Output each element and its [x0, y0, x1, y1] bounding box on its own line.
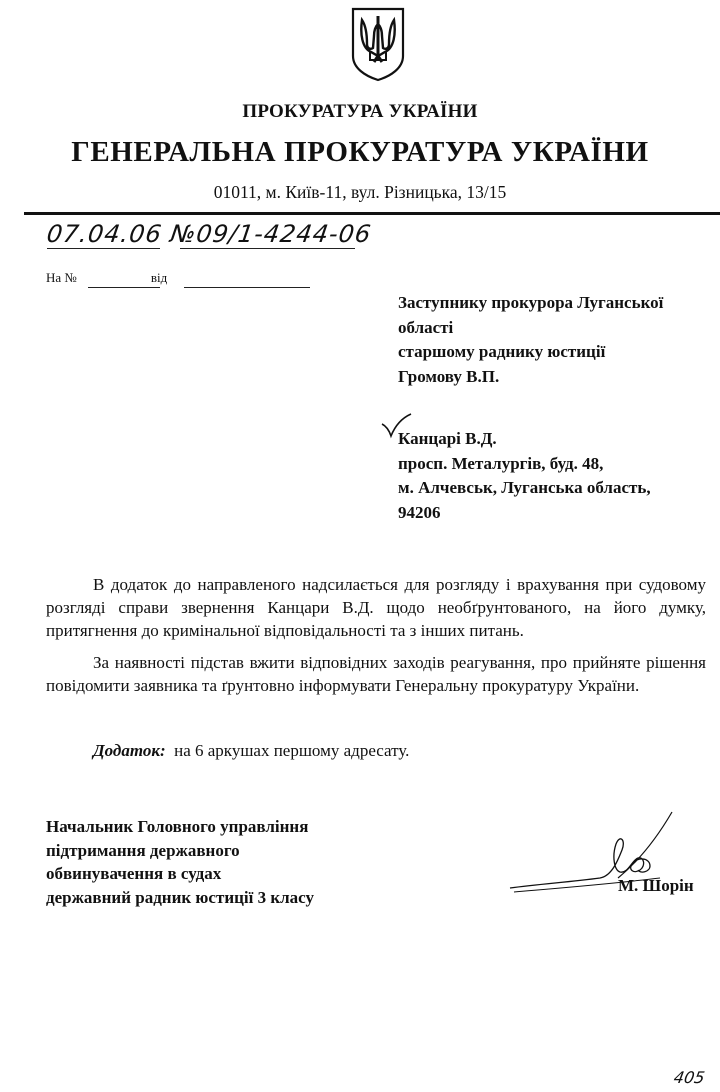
signer-title [46, 815, 314, 909]
body-paragraph: За наявності підстав вжити відповідних заходів реагування, про прийняте рішення повідомити заявника та ґрунтовно інформувати Генеральну прокуратуру України. [46, 653, 706, 695]
reference-from-label: від [150, 270, 168, 285]
signer-title-line: державний радник юстиції 3 класу [46, 887, 315, 907]
header-divider [24, 212, 720, 215]
addressee-primary [398, 291, 718, 389]
signer-title-line: підтримання державного [46, 840, 240, 860]
addressee-line: Заступнику прокурора Луганської [398, 293, 664, 312]
reference-date-blank [184, 287, 310, 288]
addressee-line: м. Алчевськ, Луганська область, [398, 478, 651, 497]
addressee-line: Громову В.П. [398, 366, 500, 386]
addressee-line: Канцарі В.Д. [398, 429, 497, 448]
attachment-text: на 6 аркушах першому адресату. [174, 741, 410, 760]
signer-title-line: обвинувачення в судах [46, 864, 222, 883]
number-underline [180, 248, 355, 249]
reference-number-blank [88, 287, 160, 288]
reference-prefix: На № [46, 270, 77, 285]
signer-title-line: Начальник Головного управління [46, 817, 309, 836]
attachment-label: Додаток: [93, 741, 166, 760]
addressee-line: старшому раднику юстиції [398, 342, 606, 361]
organization-title: ПРОКУРАТУРА УКРАЇНИ [242, 101, 478, 122]
reference-line [46, 270, 167, 286]
organization-address: 01011, м. Київ-11, вул. Різницька, 13/15 [213, 182, 507, 202]
date-underline [47, 248, 160, 249]
handwritten-page-number: 405 [672, 1068, 707, 1087]
addressee-line: області [398, 317, 454, 337]
organization-name: ГЕНЕРАЛЬНА ПРОКУРАТУРА УКРАЇНИ [71, 136, 649, 168]
addressee-line: просп. Металургів, буд. 48, [398, 453, 604, 473]
handwritten-outgoing-number: 07.04.06 №09/1-4244-06 [45, 220, 374, 248]
signer-name: М. Шорін [618, 876, 694, 895]
addressee-secondary [398, 427, 718, 525]
body-paragraph: В додаток до направленого надсилається для розгляду і врахування при судовому розгляді справи звернення Канцари В.Д. щодо необґрунтованого, на його думку, притягнення до кримінальної відповідальності та з інших питань. [46, 575, 706, 640]
addressee-line: 94206 [398, 502, 441, 522]
attachment-line [93, 741, 409, 761]
trident-emblem-icon [349, 6, 407, 82]
